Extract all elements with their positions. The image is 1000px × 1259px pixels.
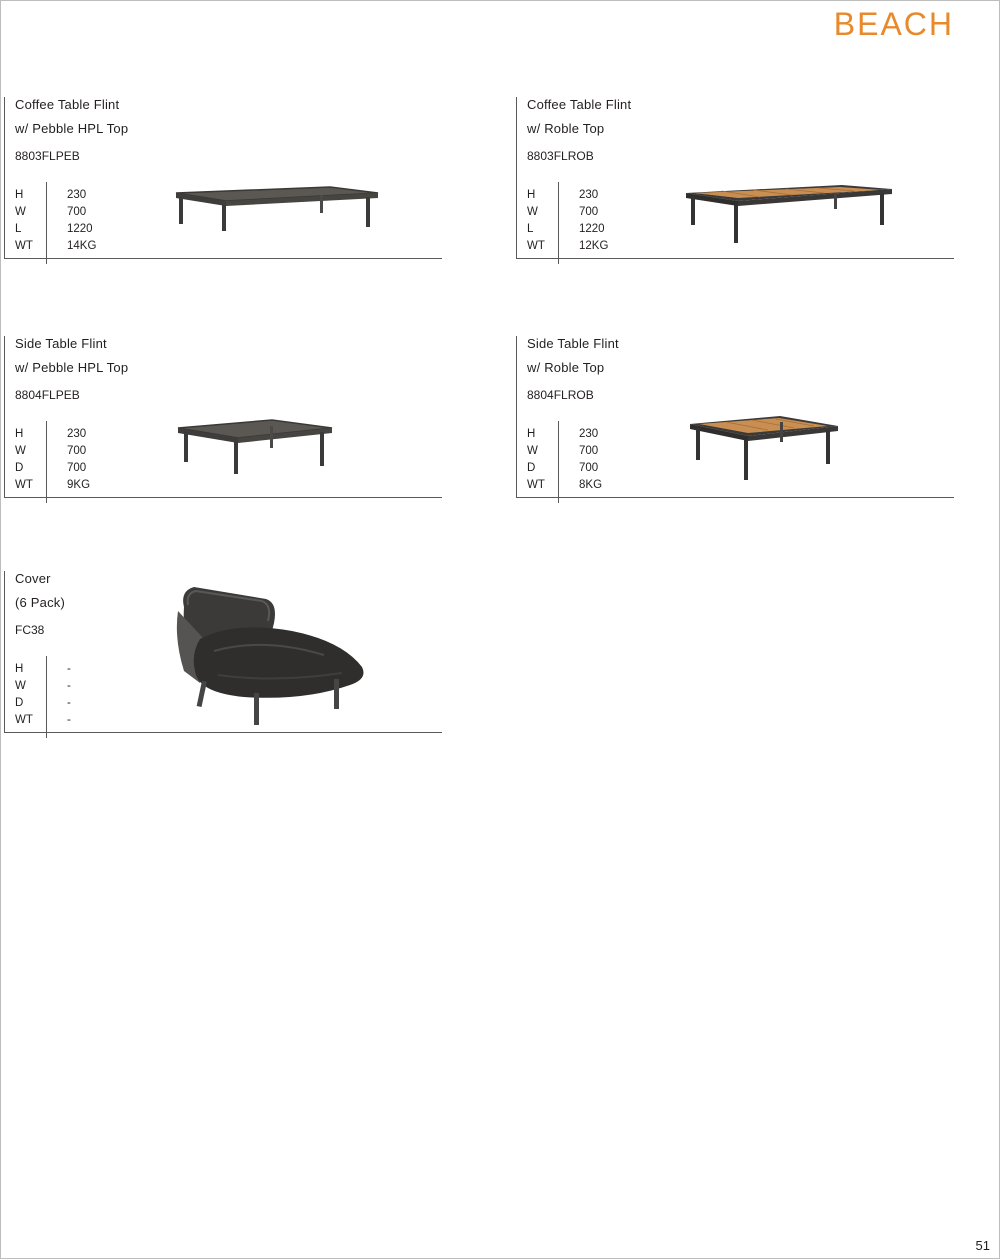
product-card <box>4 97 442 259</box>
card-bottom-rule <box>516 258 954 259</box>
product-subtitle: (6 Pack) <box>15 595 66 610</box>
spec-value: 700 <box>579 462 599 474</box>
product-card <box>516 97 954 259</box>
side-table-roble-image <box>686 412 842 484</box>
spec-divider <box>46 656 47 738</box>
spec-key: WT <box>527 240 545 252</box>
card-vertical-rule <box>4 97 5 259</box>
spec-value: 9KG <box>67 479 91 491</box>
product-name: Side Table Flint <box>15 336 107 351</box>
spec-divider <box>558 421 559 503</box>
spec-divider <box>558 182 559 264</box>
spec-value: - <box>67 680 71 692</box>
spec-key: WT <box>15 479 33 491</box>
product-subtitle: w/ Roble Top <box>527 360 605 375</box>
spec-key: H <box>15 189 24 201</box>
product-card <box>516 336 954 498</box>
spec-key: WT <box>15 714 33 726</box>
spec-key: L <box>527 223 534 235</box>
spec-key: W <box>15 680 26 692</box>
product-subtitle: w/ Pebble HPL Top <box>15 121 129 136</box>
product-subtitle: w/ Pebble HPL Top <box>15 360 129 375</box>
card-bottom-rule <box>4 497 442 498</box>
spec-divider <box>46 182 47 264</box>
card-vertical-rule <box>4 571 5 733</box>
spec-value: 230 <box>67 189 87 201</box>
spec-key: L <box>15 223 22 235</box>
spec-key: WT <box>15 240 33 252</box>
card-bottom-rule <box>4 258 442 259</box>
spec-value: 700 <box>579 445 599 457</box>
spec-value: 8KG <box>579 479 603 491</box>
spec-key: H <box>15 428 24 440</box>
spec-key: W <box>15 445 26 457</box>
spec-value: 700 <box>579 206 599 218</box>
spec-value: 700 <box>67 445 87 457</box>
coffee-table-pebble-image <box>170 177 386 237</box>
product-card <box>4 336 442 498</box>
product-code: FC38 <box>15 623 45 637</box>
spec-key: H <box>527 428 536 440</box>
product-name: Side Table Flint <box>527 336 619 351</box>
spec-value: - <box>67 697 71 709</box>
spec-value: - <box>67 663 71 675</box>
spec-value: 230 <box>579 428 599 440</box>
product-code: 8803FLPEB <box>15 149 80 163</box>
spec-value: 1220 <box>67 223 93 235</box>
spec-value: - <box>67 714 71 726</box>
lounge-chair-cover-image <box>174 579 370 727</box>
product-name: Coffee Table Flint <box>15 97 120 112</box>
spec-key: W <box>527 206 538 218</box>
product-card <box>4 571 442 733</box>
spec-key: D <box>527 462 536 474</box>
spec-key: H <box>527 189 536 201</box>
spec-key: D <box>15 462 24 474</box>
spec-key: W <box>15 206 26 218</box>
card-vertical-rule <box>516 336 517 498</box>
spec-key: H <box>15 663 24 675</box>
coffee-table-roble-image <box>682 177 898 249</box>
spec-value: 230 <box>579 189 599 201</box>
card-vertical-rule <box>516 97 517 259</box>
product-code: 8804FLROB <box>527 388 594 402</box>
spec-value: 14KG <box>67 240 97 252</box>
card-bottom-rule <box>516 497 954 498</box>
product-code: 8804FLPEB <box>15 388 80 402</box>
spec-divider <box>46 421 47 503</box>
product-name: Cover <box>15 571 51 586</box>
spec-value: 12KG <box>579 240 609 252</box>
spec-key: D <box>15 697 24 709</box>
spec-value: 1220 <box>579 223 605 235</box>
page-number: 51 <box>975 1238 990 1253</box>
card-vertical-rule <box>4 336 5 498</box>
spec-value: 700 <box>67 462 87 474</box>
spec-key: WT <box>527 479 545 491</box>
product-subtitle: w/ Roble Top <box>527 121 605 136</box>
spec-value: 230 <box>67 428 87 440</box>
product-name: Coffee Table Flint <box>527 97 632 112</box>
section-title: BEACH <box>833 6 954 42</box>
side-table-pebble-image <box>174 414 336 478</box>
spec-key: W <box>527 445 538 457</box>
card-bottom-rule <box>4 732 442 733</box>
product-code: 8803FLROB <box>527 149 594 163</box>
spec-value: 700 <box>67 206 87 218</box>
